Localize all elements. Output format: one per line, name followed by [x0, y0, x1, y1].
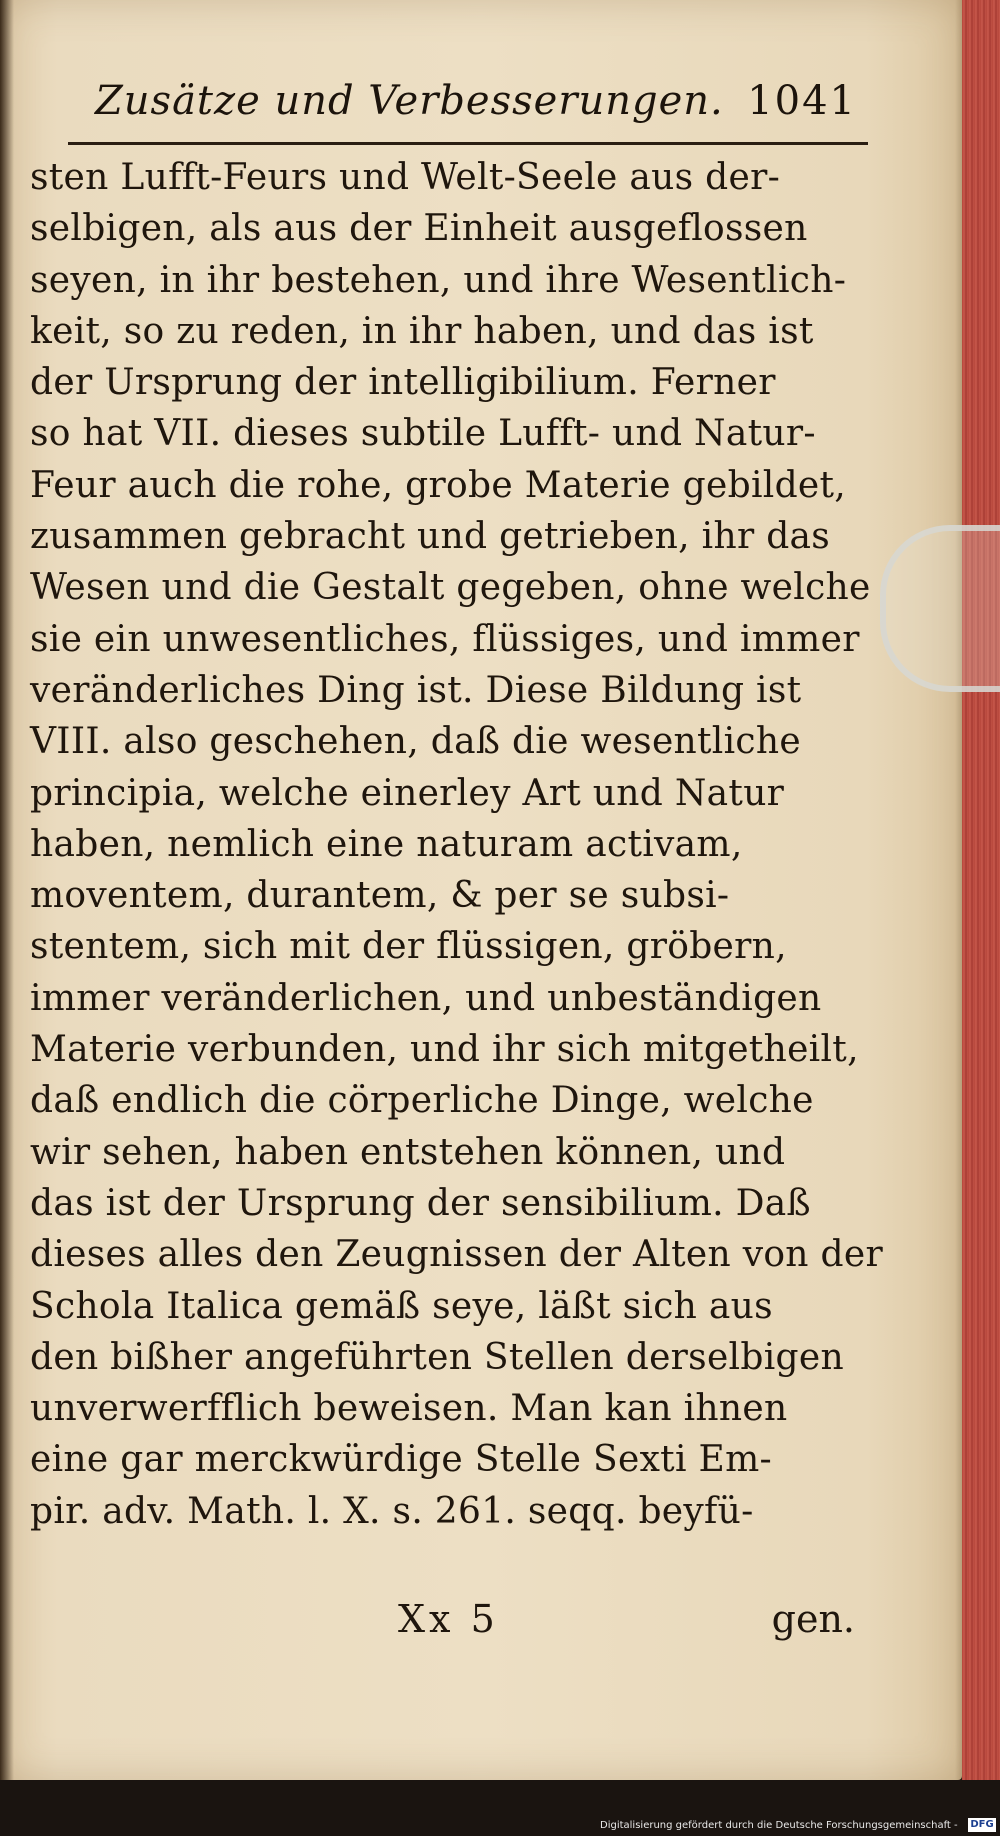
- signature-mark: Xx 5: [398, 1597, 499, 1641]
- text-line: pir. adv. Math. l. X. s. 261. seqq. beyfü-: [30, 1490, 754, 1532]
- text-line: principia, welche einerley Art und Natur: [30, 772, 785, 814]
- text-line: haben, nemlich eine naturam activam,: [30, 823, 743, 865]
- running-title: Zusätze und Verbesserungen.: [95, 78, 724, 124]
- text-line: veränderliches Ding ist. Diese Bildung ist: [30, 669, 802, 711]
- text-line: eine gar merckwürdige Stelle Sexti Em-: [30, 1439, 772, 1481]
- page-header: [75, 78, 865, 138]
- page-clip-icon: [880, 525, 1000, 692]
- page-foot: [30, 1597, 860, 1652]
- text-line: stentem, sich mit der flüssigen, gröbern,: [30, 926, 787, 968]
- text-line: sten Lufft-Feurs und Welt-Seele aus der-: [30, 157, 781, 198]
- text-line: so hat VII. dieses subtile Lufft- und Natur-: [30, 413, 816, 455]
- text-line: Materie verbunden, und ihr sich mitgetheilt,: [30, 1029, 859, 1071]
- header-rule: [68, 142, 868, 145]
- text-line: daß endlich die cörperliche Dinge, welche: [30, 1080, 814, 1122]
- text-line: dieses alles den Zeugnissen der Alten von der: [30, 1234, 883, 1276]
- text-line: das ist der Ursprung der sensibilium. Daß: [30, 1182, 811, 1224]
- book-binding-edge: [0, 0, 14, 1780]
- text-line: immer veränderlichen, und unbeständigen: [30, 977, 822, 1019]
- text-line: wir sehen, haben entstehen können, und: [30, 1131, 786, 1173]
- text-line: moventem, durantem, & per se subsi-: [30, 875, 730, 917]
- text-line: Schola Italica gemäß seye, läßt sich aus: [30, 1285, 773, 1327]
- text-line: keit, so zu reden, in ihr haben, und das ist: [30, 310, 814, 352]
- text-line: Feur auch die rohe, grobe Materie gebildet,: [30, 464, 847, 506]
- text-line: zusammen gebracht und getrieben, ihr das: [30, 516, 831, 558]
- page-number: 1041: [747, 78, 857, 124]
- text-line: unverwerfflich beweisen. Man kan ihnen: [30, 1388, 788, 1430]
- digitization-credit: Digitalisierung gefördert durch die Deutsche Forschungsgemeinschaft -: [600, 1820, 958, 1831]
- text-line: den bißher angeführten Stellen derselbigen: [30, 1336, 844, 1378]
- text-line: VIII. also geschehen, daß die wesentliche: [30, 721, 801, 763]
- text-line: Wesen und die Gestalt gegeben, ohne welche: [30, 567, 871, 609]
- catchword: gen.: [771, 1597, 855, 1641]
- text-line: der Ursprung der intelligibilium. Ferner: [30, 362, 776, 404]
- text-line: seyen, in ihr bestehen, und ihre Wesentlich-: [30, 259, 847, 301]
- dfg-logo: DFG: [968, 1818, 996, 1832]
- red-fore-edge: [962, 0, 1000, 1780]
- text-line: sie ein unwesentliches, flüssiges, und immer: [30, 618, 860, 660]
- page-body-text: [30, 152, 883, 1537]
- text-line: selbigen, als aus der Einheit ausgeflossen: [30, 208, 808, 250]
